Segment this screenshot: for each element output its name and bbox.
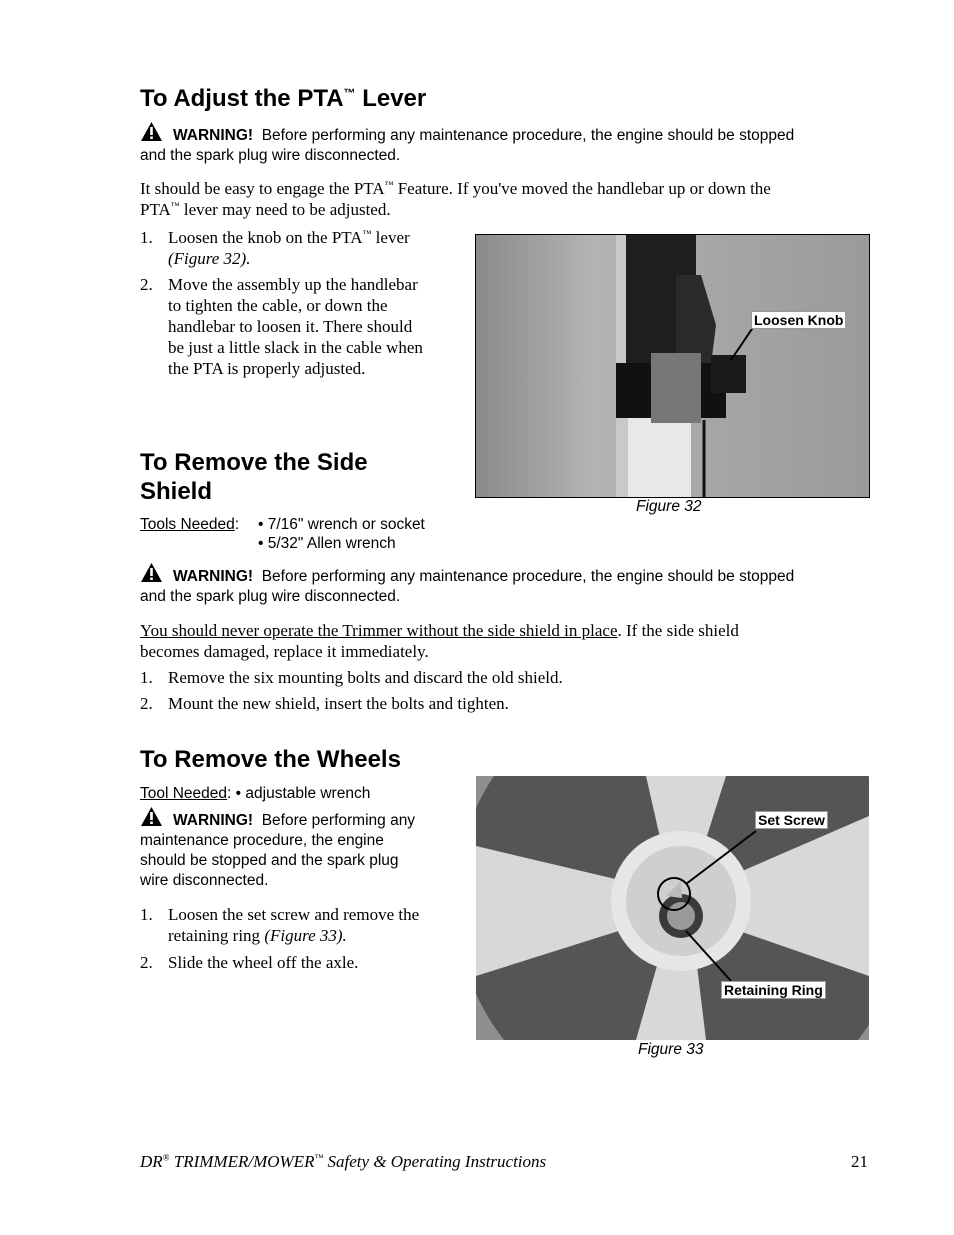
intro-paragraph: It should be easy to engage the PTA™ Feature. If you've moved the handlebar up or down the PTA™ lever may need to be adjusted. — [140, 179, 771, 219]
pta-lever-illustration — [476, 235, 869, 497]
figure-caption: Figure 32 — [636, 498, 702, 515]
warning-text: Before performing any maintenance procedure, the engine should be stopped — [261, 127, 795, 144]
footer-title: DR® TRIMMER/MOWER™ Safety & Operating Instructions — [140, 1152, 547, 1171]
tool-item: • 7/16" wrench or socket — [258, 516, 425, 533]
warning-block-1 — [140, 121, 880, 166]
side-shield-note: You should never operate the Trimmer without the side shield in place. If the side shield becomes damaged, replace it immediately. — [140, 621, 739, 661]
section-heading-pta-lever: To Adjust the PTA™ Lever — [140, 85, 427, 112]
warning-triangle-icon — [140, 806, 163, 827]
section-heading-side-shield: To Remove the Side Shield — [140, 449, 368, 505]
tool-needed: Tool Needed: • adjustable wrench — [140, 785, 371, 802]
warning-text-cont: and the spark plug wire disconnected. — [140, 147, 401, 164]
page-number: 21 — [851, 1152, 868, 1171]
warning-label: WARNING! — [173, 812, 254, 829]
warning-text-cont: and the spark plug wire disconnected. — [140, 588, 401, 605]
tools-needed: Tools Needed: — [140, 516, 244, 533]
warning-label: WARNING! — [173, 568, 254, 585]
tools-list — [258, 515, 425, 553]
figure-callout-set-screw: Set Screw — [755, 811, 828, 829]
tool-item: • 5/32" Allen wrench — [258, 535, 396, 552]
figure-callout-loosen-knob: Loosen Knob — [751, 311, 846, 329]
warning-triangle-icon — [140, 562, 163, 583]
warning-text: Before performing any maintenance procedure, the engine should be stopped — [261, 568, 795, 585]
warning-triangle-icon — [140, 121, 163, 142]
figure-caption: Figure 33 — [638, 1041, 704, 1058]
figure-33-photo — [476, 776, 869, 1040]
figure-callout-retaining-ring: Retaining Ring — [721, 981, 826, 999]
section-heading-wheels: To Remove the Wheels — [140, 746, 401, 773]
figure-32-photo — [475, 234, 870, 498]
warning-label: WARNING! — [173, 127, 254, 144]
warning-block-2 — [140, 562, 880, 607]
warning-block-3: WARNING! Before performing any maintenance procedure, the engine should be stopped and the spark plug wire disconnected. — [140, 806, 460, 891]
